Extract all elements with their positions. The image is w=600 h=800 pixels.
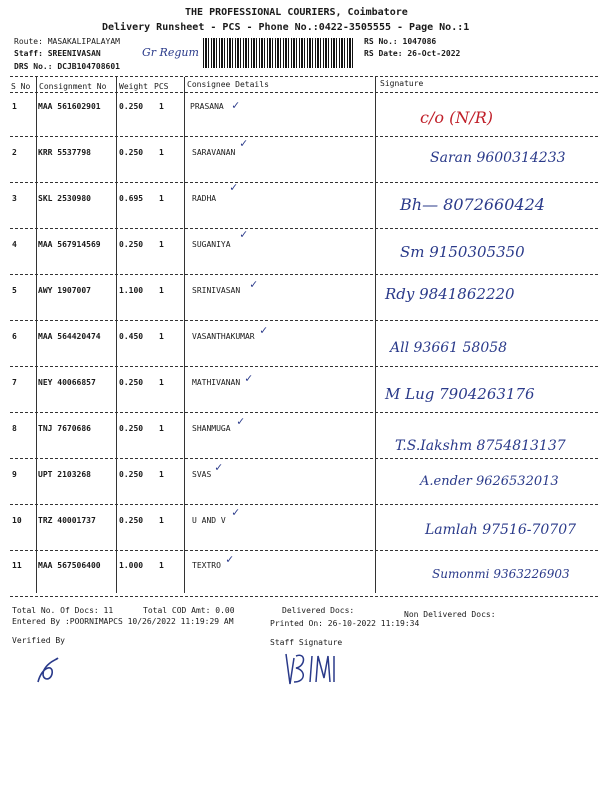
row-consignee: SUGANIYA (192, 240, 231, 249)
row-pcs: 1 (159, 470, 164, 479)
row-rule (10, 412, 598, 413)
col-header-pcs: PCS (154, 82, 169, 91)
row-signature: Rdy 9841862220 (385, 285, 515, 303)
row-pcs: 1 (159, 240, 164, 249)
row-consignee: RADHA (192, 194, 217, 203)
document-title: THE PROFESSIONAL COURIERS, Coimbatore (185, 7, 408, 18)
row-pcs: 1 (159, 286, 164, 295)
drs-number: DRS No.: DCJB104708601 (14, 62, 120, 71)
row-weight: 0.250 (119, 240, 144, 249)
row-sno: 2 (12, 148, 17, 157)
row-consignee: SVAS (192, 470, 212, 479)
row-consignment: MAA 564420474 (38, 332, 101, 341)
row-rule (10, 136, 598, 137)
check-icon: ✓ (215, 460, 223, 474)
row-weight: 0.250 (119, 102, 144, 111)
row-signature: Sumonmi 9363226903 (432, 567, 570, 581)
row-pcs: 1 (159, 378, 164, 387)
col-header-consignee: Consignee Details (187, 80, 269, 89)
row-consignee: SHANMUGA (192, 424, 231, 433)
row-rule (10, 596, 598, 597)
row-pcs: 1 (159, 561, 164, 570)
check-icon: ✓ (240, 227, 248, 241)
check-icon: ✓ (250, 277, 258, 291)
row-consignment: NEY 40066857 (38, 378, 96, 387)
row-pcs: 1 (159, 194, 164, 203)
col-divider (36, 77, 37, 593)
row-sno: 7 (12, 378, 17, 387)
delivered-docs: Delivered Docs: (282, 606, 355, 615)
row-rule (10, 550, 598, 551)
row-rule (10, 182, 598, 183)
row-pcs: 1 (159, 424, 164, 433)
check-icon: ✓ (237, 414, 245, 428)
row-signature: Sm 9150305350 (400, 243, 525, 261)
staff-label: Staff: SREENIVASAN (14, 49, 101, 58)
col-divider (116, 77, 117, 593)
row-pcs: 1 (159, 102, 164, 111)
row-consignment: AWY 1907007 (38, 286, 91, 295)
row-signature: All 93661 58058 (390, 340, 508, 356)
route-label: Route: MASAKALIPALAYAM (14, 37, 120, 46)
row-weight: 0.250 (119, 148, 144, 157)
table-header-rule (10, 92, 598, 93)
row-pcs: 1 (159, 516, 164, 525)
row-rule (10, 228, 598, 229)
row-sno: 3 (12, 194, 17, 203)
row-sno: 10 (12, 516, 22, 525)
row-consignee: PRASANA (190, 102, 224, 111)
row-pcs: 1 (159, 148, 164, 157)
printed-on: Printed On: 26-10-2022 11:19:34 (270, 619, 420, 628)
row-consignee: VASANTHAKUMAR (192, 332, 255, 341)
barcode (203, 38, 353, 68)
row-weight: 1.100 (119, 286, 144, 295)
row-signature: T.S.Iakshm 8754813137 (395, 438, 566, 454)
col-header-weight: Weight (119, 82, 148, 91)
row-consignee: SRINIVASAN (192, 286, 241, 295)
row-signature: A.ender 9626532013 (420, 474, 559, 489)
row-sno: 4 (12, 240, 17, 249)
row-rule (10, 504, 598, 505)
row-weight: 1.000 (119, 561, 144, 570)
row-rule (10, 458, 598, 459)
row-sno: 8 (12, 424, 17, 433)
total-cod: Total COD Amt: 0.00 (143, 606, 235, 615)
row-consignment: MAA 567914569 (38, 240, 101, 249)
row-consignee: MATHIVANAN (192, 378, 241, 387)
row-signature: M Lug 7904263176 (385, 385, 535, 403)
row-signature: c/o (N/R) (420, 108, 493, 127)
check-icon: ✓ (240, 136, 248, 150)
col-divider (184, 77, 185, 593)
row-sno: 9 (12, 470, 17, 479)
non-delivered-docs: Non Delivered Docs: (404, 610, 496, 619)
row-rule (10, 274, 598, 275)
check-icon: ✓ (230, 180, 238, 194)
staff-signature-mark (282, 648, 342, 688)
verifier-signature-mark (32, 656, 62, 688)
row-consignment: SKL 2530980 (38, 194, 91, 203)
row-weight: 0.250 (119, 378, 144, 387)
row-consignment: UPT 2103268 (38, 470, 91, 479)
row-weight: 0.250 (119, 516, 144, 525)
col-header-signature: Signature (380, 79, 424, 88)
row-consignment: TRZ 40001737 (38, 516, 96, 525)
row-consignment: MAA 561602901 (38, 102, 101, 111)
row-consignee: SARAVANAN (192, 148, 236, 157)
col-divider (375, 77, 376, 593)
row-weight: 0.695 (119, 194, 144, 203)
row-consignee: TEXTRO (192, 561, 221, 570)
col-header-consignment: Consignment No (39, 82, 107, 91)
handwritten-note: Gr Regum (142, 46, 199, 59)
row-sno: 1 (12, 102, 17, 111)
row-pcs: 1 (159, 332, 164, 341)
check-icon: ✓ (232, 98, 240, 112)
check-icon: ✓ (226, 552, 234, 566)
staff-signature-label: Staff Signature (270, 638, 343, 647)
row-weight: 0.450 (119, 332, 144, 341)
row-sno: 6 (12, 332, 17, 341)
row-consignee: U AND V (192, 516, 226, 525)
total-docs: Total No. Of Docs: 11 (12, 606, 114, 615)
row-consignment: KRR 5537798 (38, 148, 91, 157)
document-subtitle: Delivery Runsheet - PCS - Phone No.:0422-3505555 - Page No.:1 (102, 22, 470, 33)
rs-number: RS No.: 1047086 (364, 37, 437, 46)
check-icon: ✓ (232, 505, 240, 519)
col-header-sno: S No (11, 82, 31, 91)
check-icon: ✓ (245, 371, 253, 385)
row-weight: 0.250 (119, 470, 144, 479)
entered-by: Entered By :POORNIMAPCS 10/26/2022 11:19:29 AM (12, 617, 234, 626)
rs-date: RS Date: 26-Oct-2022 (364, 49, 461, 58)
row-sno: 11 (12, 561, 22, 570)
verified-by-label: Verified By (12, 636, 65, 645)
row-sno: 5 (12, 286, 17, 295)
row-rule (10, 320, 598, 321)
row-weight: 0.250 (119, 424, 144, 433)
row-signature: Saran 9600314233 (430, 150, 566, 166)
check-icon: ✓ (260, 323, 268, 337)
table-top-rule (10, 76, 598, 77)
row-consignment: MAA 567506400 (38, 561, 101, 570)
row-signature: Bh— 8072660424 (400, 195, 545, 214)
row-consignment: TNJ 7670686 (38, 424, 91, 433)
row-rule (10, 366, 598, 367)
row-signature: Lamlah 97516-70707 (425, 522, 577, 538)
